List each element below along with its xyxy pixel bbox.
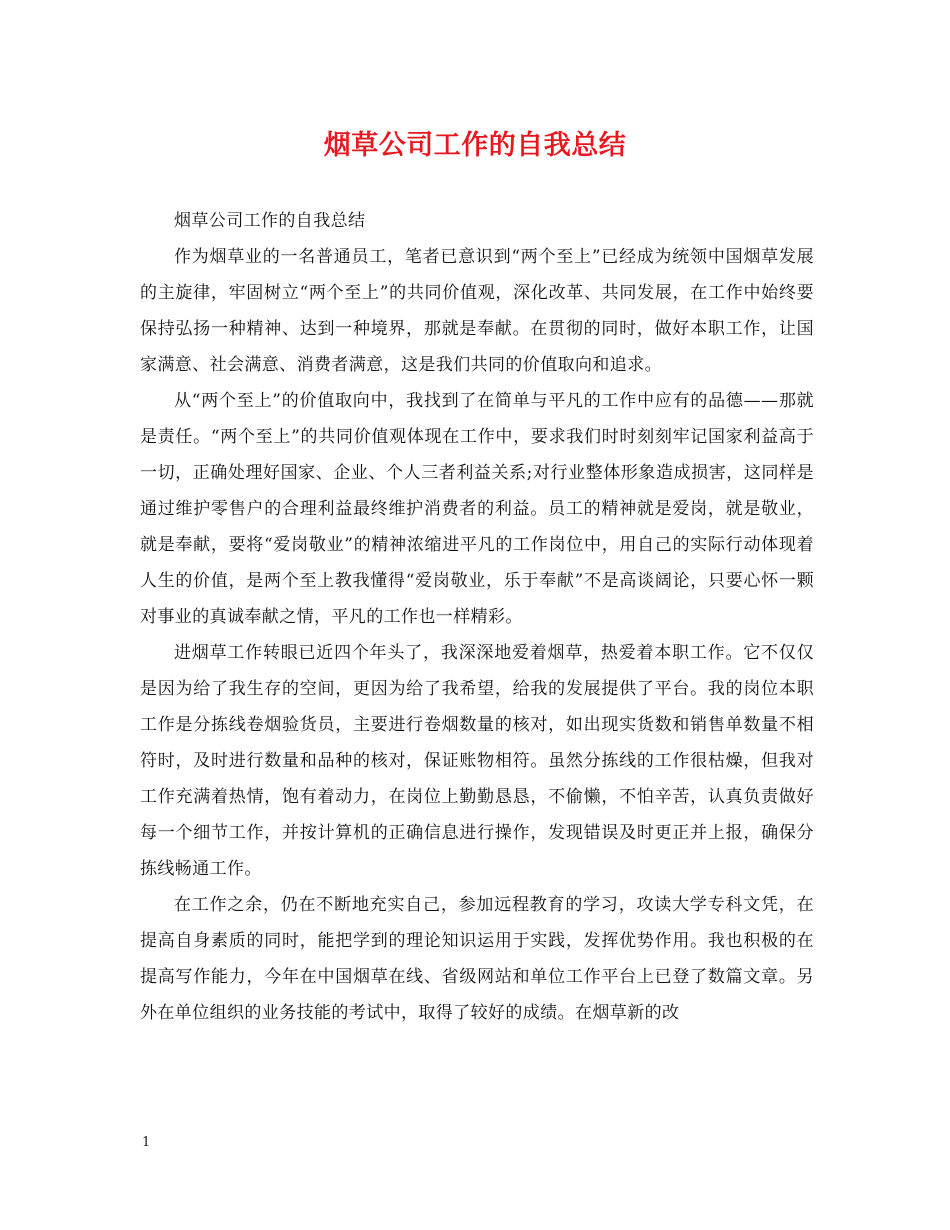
paragraph-4: 在工作之余，仍在不断地充实自己，参加远程教育的学习，攻读大学专科文凭，在提高自身素质的同时，能把学到的理论知识运用于实践，发挥优势作用。我也积极的在提高写作能力，今年在中国烟草在线、省级网站和单位工作平台上已登了数篇文章。另外在单位组织的业务技能的考试中，取得了较好的成绩。在烟草新的改 [140, 895, 814, 1023]
paragraph-1: 作为烟草业的一名普通员工，笔者已意识到“两个至上”已经成为统领中国烟草发展的主旋律，牢固树立“两个至上”的共同价值观，深化改革、共同发展，在工作中始终要保持弘扬一种精神、达到一种境界，那就是奉献。在贯彻的同时，做好本职工作，让国家满意、社会满意、消费者满意，这是我们共同的价值取向和追求。 [140, 247, 814, 375]
paragraph-3: 进烟草工作转眼已近四个年头了，我深深地爱着烟草，热爱着本职工作。它不仅仅是因为给了我生存的空间，更因为给了我希望，给我的发展提供了平台。我的岗位本职工作是分拣线卷烟验货员，主要进行卷烟数量的核对，如出现实货数和销售单数量不相符时，及时进行数量和品种的核对，保证账物相符。虽然分拣线的工作很枯燥，但我对工作充满着热情，饱有着动力，在岗位上勤勤恳恳，不偷懒，不怕辛苦，认真负责做好每一个细节工作，并按计算机的正确信息进行操作，发现错误及时更正并上报，确保分拣线畅通工作。 [140, 643, 814, 879]
document-title: 烟草公司工作的自我总结 [323, 130, 627, 161]
paragraph-2: 从“两个至上”的价值取向中，我找到了在简单与平凡的工作中应有的品德——那就是责任。“两个至上”的共同价值观体现在工作中，要求我们时时刻刻牢记国家利益高于一切，正确处理好国家、企业、个人三者利益关系;对行业整体形象造成损害，这同样是通过维护零售户的合理利益最终维护消费者的利益。员工的精神就是爱岗，就是敬业，就是奉献，要将“爱岗敬业”的精神浓缩进平凡的工作岗位中，用自己的实际行动体现着人生的价值，是两个至上教我懂得“爱岗敬业，乐于奉献”不是高谈阔论，只要心怀一颗对事业的真诚奉献之情，平凡的工作也一样精彩。 [140, 391, 814, 627]
document-body [140, 203, 814, 1031]
page-number: 1 [142, 1135, 151, 1150]
paragraph-subtitle: 烟草公司工作的自我总结 [174, 211, 366, 231]
